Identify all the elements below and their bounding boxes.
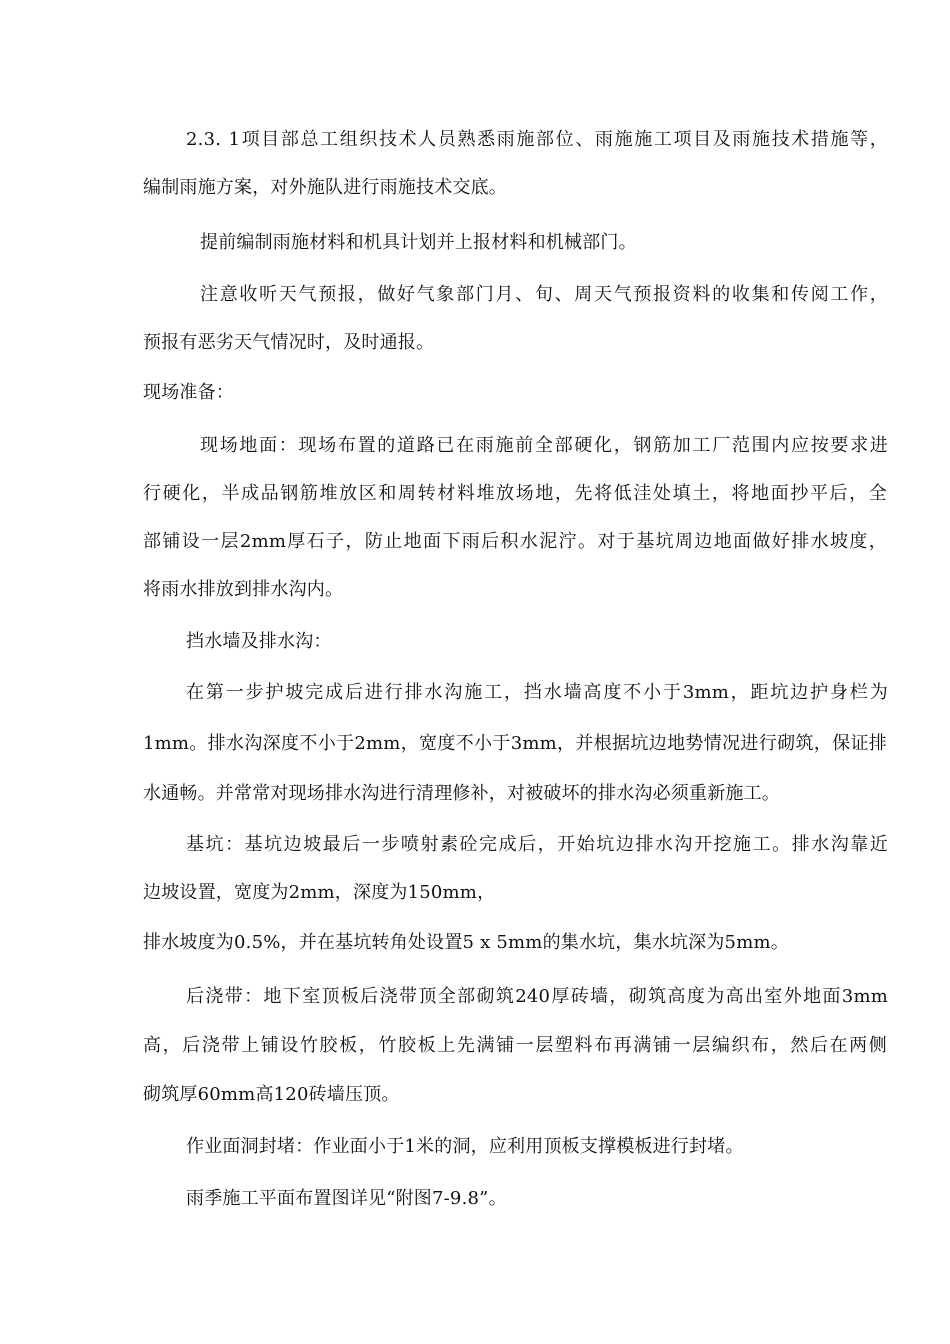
paragraph-1-line-1: 2.3. 1项目部总工组织技术人员熟悉雨施部位、雨施施工项目及雨施技术措施等， [186, 129, 888, 150]
paragraph-3-line-1: 注意收听天气预报，做好气象部门月、旬、周天气预报资料的收集和传阅工作， [200, 284, 888, 305]
paragraph-5-line-2: 1mm。排水沟深度不小于2mm，宽度不小于3mm，并根据坑边地势情况进行砌筑，保证排 [143, 733, 887, 754]
paragraph-5-line-3: 水通畅。并常常对现场排水沟进行清理修补，对被破坏的排水沟必须重新施工。 [143, 783, 780, 804]
paragraph-2-line-1: 提前编制雨施材料和机具计划并上报材料和机械部门。 [200, 232, 637, 253]
paragraph-4-line-4: 将雨水排放到排水沟内。 [143, 579, 344, 600]
paragraph-4-line-1: 现场地面：现场布置的道路已在雨施前全部硬化，钢筋加工厂范围内应按要求进 [200, 435, 888, 456]
paragraph-4-line-2: 行硬化，半成品钢筋堆放区和周转材料堆放场地，先将低洼处填土，将地面抄平后，全 [143, 483, 887, 504]
heading-water-wall-drain: 挡水墙及排水沟： [186, 631, 332, 652]
heading-site-preparation: 现场准备： [143, 382, 234, 403]
paragraph-1-line-2: 编制雨施方案，对外施队进行雨施技术交底。 [143, 177, 507, 198]
paragraph-4-line-3: 部铺设一层2mm厚石子，防止地面下雨后积水泥泞。对于基坑周边地面做好排水坡度， [143, 531, 887, 552]
paragraph-7-line-3: 砌筑厚60mm高120砖墙压顶。 [143, 1084, 400, 1105]
paragraph-3-line-2: 预报有恶劣天气情况时，及时通报。 [143, 332, 435, 353]
paragraph-5-line-1: 在第一步护坡完成后进行排水沟施工，挡水墙高度不小于3mm，距坑边护身栏为 [186, 682, 888, 703]
paragraph-7-line-2: 高，后浇带上铺设竹胶板，竹胶板上先满铺一层塑料布再满铺一层编织布，然后在两侧 [143, 1035, 887, 1056]
paragraph-6-line-2: 边坡设置，宽度为2mm，深度为150mm， [143, 882, 496, 903]
paragraph-6-line-3: 排水坡度为0.5%，并在基坑转角处设置5 x 5mm的集水坑，集水坑深为5mm。 [143, 932, 789, 953]
paragraph-8-line-1: 作业面洞封堵：作业面小于1米的洞，应利用顶板支撑模板进行封堵。 [186, 1136, 744, 1157]
paragraph-7-line-1: 后浇带：地下室顶板后浇带顶全部砌筑240厚砖墙，砌筑高度为高出室外地面3mm [186, 986, 888, 1007]
paragraph-6-line-1: 基坑：基坑边坡最后一步喷射素砼完成后，开始坑边排水沟开挖施工。排水沟靠近 [186, 834, 888, 855]
paragraph-9-line-1: 雨季施工平面布置图详见“附图7-9.8”。 [186, 1188, 507, 1209]
